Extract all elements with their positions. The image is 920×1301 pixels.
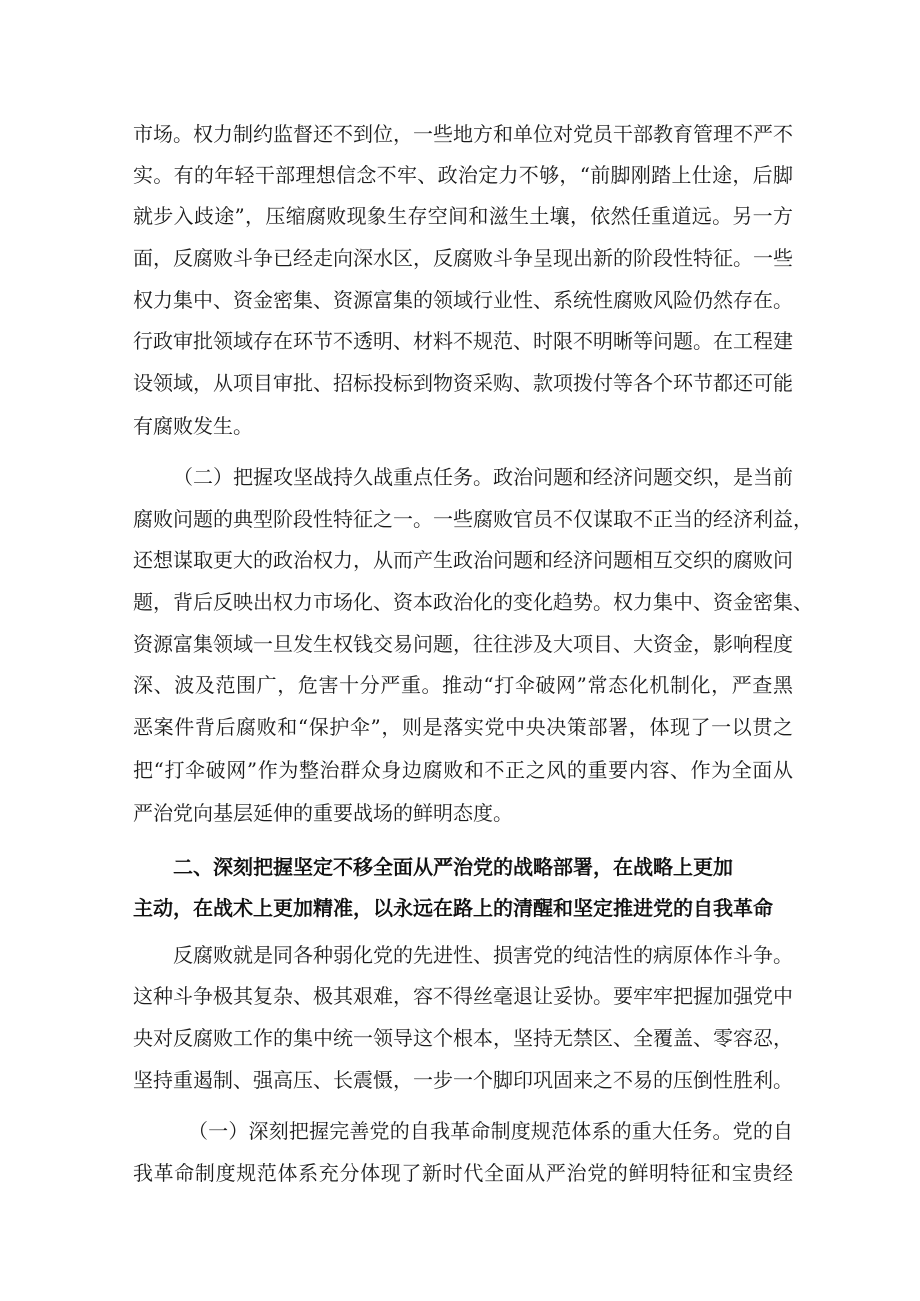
text-line: （一）深刻把握完善党的自我革命制度规范体系的重大任务。党的自: [188, 1119, 793, 1143]
text-line: 把“打伞破网”作为整治群众身边腐败和不正之风的重要内容、作为全面从: [133, 758, 793, 782]
text-line: 腐败问题的典型阶段性特征之一。一些腐败官员不仅谋取不正当的经济利益，: [133, 507, 813, 531]
text-line: 央对反腐败工作的集中统一领导这个根本，坚持无禁区、全覆盖、零容忍，: [133, 1026, 793, 1050]
text-line: 行政审批领域存在环节不透明、材料不规范、时限不明晰等问题。在工程建: [133, 329, 793, 353]
text-line: 面，反腐败斗争已经走向深水区，反腐败斗争呈现出新的阶段性特征。一些: [133, 246, 793, 270]
text-line: 深、波及范围广，危害十分严重。推动“打伞破网”常态化机制化，严查黑: [133, 673, 793, 697]
text-line: 还想谋取更大的政治权力，从而产生政治问题和经济问题相互交织的腐败问: [133, 548, 793, 572]
text-line: 设领域，从项目审批、招标投标到物资采购、款项拨付等各个环节都还可能: [133, 371, 793, 395]
text-line: 反腐败就是同各种弱化党的先进性、损害党的纯洁性的病原体作斗争。: [173, 943, 793, 967]
text-line: 市场。权力制约监督还不到位，一些地方和单位对党员干部教育管理不严不: [133, 122, 793, 146]
text-line: 就步入歧途”，压缩腐败现象生存空间和滋生土壤，依然任重道远。另一方: [133, 204, 793, 228]
text-line: 实。有的年轻干部理想信念不牢、政治定力不够，“前脚刚踏上仕途，后脚: [133, 163, 793, 187]
text-line: 题，背后反映出权力市场化、资本政治化的变化趋势。权力集中、资金密集、: [133, 590, 813, 614]
text-line: 恶案件背后腐败和“保护伞”，则是落实党中央决策部署，体现了一以贯之: [133, 715, 793, 739]
text-line: 我革命制度规范体系充分体现了新时代全面从严治党的鲜明特征和宝贵经: [133, 1161, 793, 1185]
text-line: （二）把握攻坚战持久战重点任务。政治问题和经济问题交织，是当前: [173, 465, 793, 489]
text-line: 这种斗争极其复杂、极其艰难，容不得丝毫退让妥协。要牢牢把握加强党中: [133, 984, 793, 1008]
text-line: 坚持重遏制、强高压、长震慑，一步一个脚印巩固来之不易的压倒性胜利。: [133, 1068, 793, 1092]
text-line: 严治党向基层延伸的重要战场的鲜明态度。: [133, 801, 513, 825]
heading-line: 主动，在战术上更加精准，以永远在路上的清醒和坚定推进党的自我革命: [133, 896, 773, 920]
text-line: 资源富集领域一旦发生权钱交易问题，往往涉及大项目、大资金，影响程度: [133, 632, 793, 656]
text-line: 有腐败发生。: [133, 414, 253, 438]
heading-line: 二、深刻把握坚定不移全面从严治党的战略部署，在战略上更加: [173, 855, 733, 879]
text-line: 权力集中、资金密集、资源富集的领域行业性、系统性腐败风险仍然存在。: [133, 288, 793, 312]
